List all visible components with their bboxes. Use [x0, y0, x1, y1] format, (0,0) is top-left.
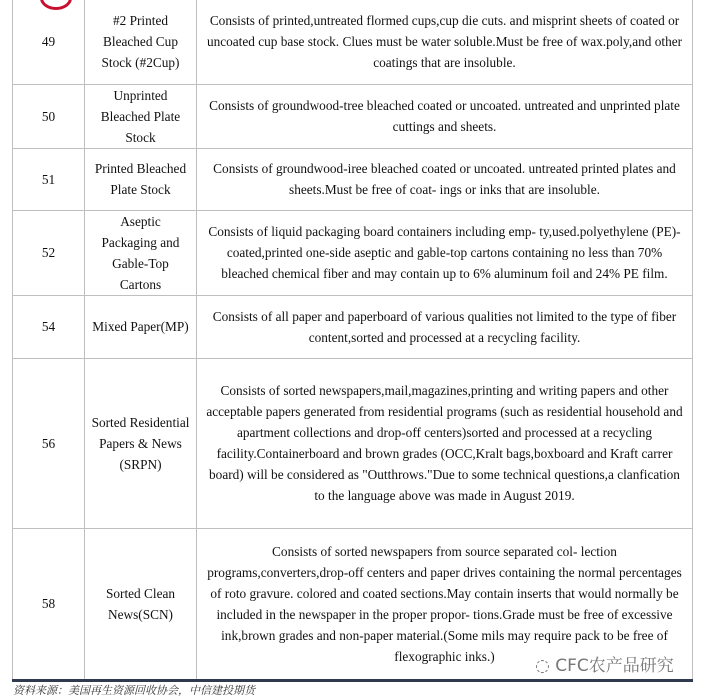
grade-description: Consists of sorted newspapers,mail,magazines,printing and writing papers and other acceptable papers generated from residential programs (such as residential household and apartment collections and drop-off centers)sorted and processed at a recycling facility.Containerboard and brown grades (OCC,Kralt bags,boxboard and Kraft carrer board) will be considered as "Outthrows."Due to some technical questions,a clanfication to the language above was made in August 2019. [197, 358, 693, 528]
grade-name: Unprinted Bleached Plate Stock [85, 84, 197, 148]
grade-code: 58 [13, 528, 85, 679]
grade-description: Consists of sorted newspapers from source separated col- lection programs,converters,drop-off centers and paper drives containing the normal percentages of roto gravure. colored and coated sections.May contain inserts that would normally be included in the newspaper in the proper propor- tions.Grade must be free of excessive ink,brown grades and non-paper material.(Some mils may require pack to be free of flexographic inks.) [197, 528, 693, 679]
table-row [13, 148, 693, 210]
paper-grades-table [12, 0, 693, 680]
grade-code: 49 [13, 0, 85, 84]
grade-name: Sorted Residential Papers & News (SRPN) [85, 358, 197, 528]
grade-name: Printed Bleached Plate Stock [85, 148, 197, 210]
source-note: 资料来源：美国再生资源回收协会，中信建投期货 [13, 684, 255, 697]
grade-code: 52 [13, 210, 85, 295]
table-row [13, 358, 693, 528]
grade-code: 50 [13, 84, 85, 148]
grade-code: 54 [13, 295, 85, 358]
table-row [13, 210, 693, 295]
wechat-icon: ◌ [535, 656, 556, 676]
table-row [13, 84, 693, 148]
grade-description: Consists of all paper and paperboard of various qualities not limited to the type of fiber content,sorted and processed at a recycling facility. [197, 295, 693, 358]
watermark [535, 651, 674, 676]
table-row [13, 0, 693, 84]
grade-description: Consists of groundwood-iree bleached coated or uncoated. untreated printed plates and sheets.Must be free of coat- ings or inks that are insoluble. [197, 148, 693, 210]
table-row [13, 295, 693, 358]
grade-description: Consists of printed,untreated flormed cups,cup die cuts. and misprint sheets of coated or uncoated cup base stock. Clues must be water soluble.Must be free of wax.poly,and other coatings that are insoluble. [197, 0, 693, 84]
grade-name: Mixed Paper(MP) [85, 295, 197, 358]
grade-code: 56 [13, 358, 85, 528]
grade-description: Consists of liquid packaging board containers including emp- ty,used.polyethylene (PE)-coated,printed one-side aseptic and gable-top cartons containing no less than 70% bleached chemical fiber and may contain up to 6% aluminum foil and 24% PE film. [197, 210, 693, 295]
grade-description: Consists of groundwood-tree bleached coated or uncoated. untreated and unprinted plate cuttings and sheets. [197, 84, 693, 148]
grade-name: Aseptic Packaging and Gable-Top Cartons [85, 210, 197, 295]
grade-name: Sorted Clean News(SCN) [85, 528, 197, 679]
grade-code: 51 [13, 148, 85, 210]
grade-name: #2 Printed Bleached Cup Stock (#2Cup) [85, 0, 197, 84]
watermark-text: CFC农产品研究 [555, 656, 674, 676]
